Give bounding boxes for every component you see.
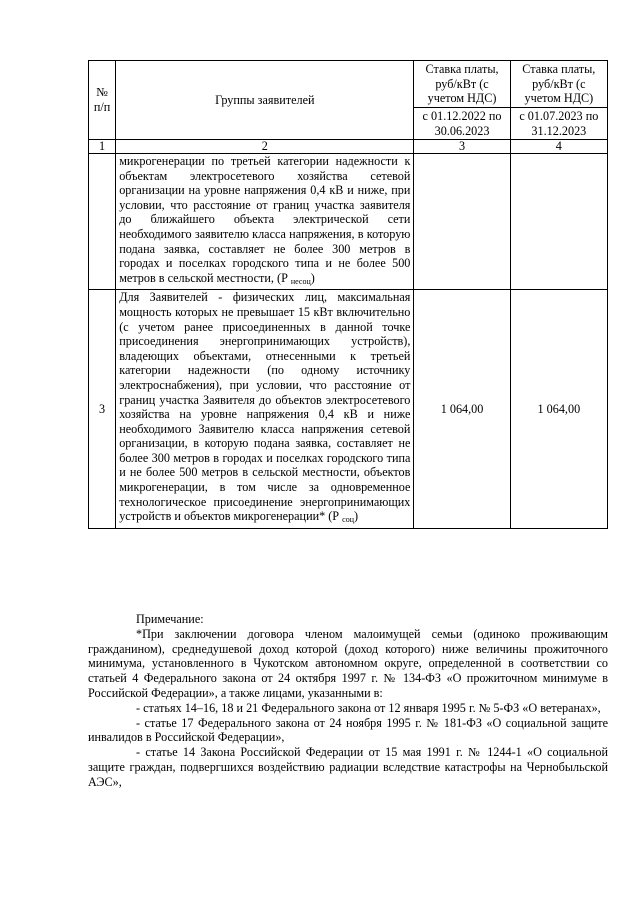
- header-rate1-title: Ставка платы, руб/кВт (с учетом НДС): [414, 61, 510, 108]
- header-rate1-period: с 01.12.2022 по 30.06.2023: [414, 108, 510, 140]
- column-numbers-row: [89, 140, 608, 154]
- continuation-subscript: несоц: [290, 276, 311, 286]
- continuation-tail: ): [310, 270, 315, 285]
- row-rate2-empty: [510, 154, 607, 290]
- row3-text: Для Заявителей - физических лиц, максимальная мощность которых не превышает 15 кВт включительно (с учетом ранее присоединенных в данной точке присоединения энергопринимающих устройств), владеющих объектами, отнесенными к третьей категории надежности (по одному источнику электроснабжения), при условии, что расстояние от границ участка Заявителя до объектов электросетевого хозяйства на уровне напряжения 0,4 кВ и ниже необходимого Заявителю класса напряжения сетевой организации, в которую подана заявка, составляет не более 300 метров в городах и поселках городского типа и не более 500 метров в сельской местности, объектов микрогенерации, в том числе за одновременное технологическое присоединение энергопринимающих устройств и объектов микрогенерации* (Р: [119, 290, 411, 524]
- note-paragraph: *При заключении договора членом малоимущей семьи (одиноко проживающим гражданином), среднедушевой доход которой (доход которого) ниже величины прожиточного минимума, установленного в Чукотском автономном округе, определенной в соответствии со статьей 4 Федерального закона от 24 октября 1997 г. № 134-ФЗ «О прожиточном минимуме в Российской Федерации», а также лицами, указанными в:: [88, 626, 608, 700]
- row-num: 3: [89, 290, 116, 529]
- row3-subscript: соц: [342, 515, 354, 525]
- column-number: 3: [414, 140, 510, 154]
- row-rate2: 1 064,00: [510, 290, 607, 529]
- column-number: 4: [510, 140, 607, 154]
- row3-tail: ): [353, 509, 359, 524]
- row-continuation-text: [116, 154, 414, 290]
- header-rate2-period: с 01.07.2023 по 31.12.2023: [510, 108, 607, 140]
- row-group-text: [116, 290, 414, 529]
- continuation-text: микрогенерации по третьей категории надежности к объектам электросетевого хозяйства сетевой организации на уровне напряжения 0,4 кВ и ниже, при условии, что расстояние от границ участка заявителя до ближайшего объекта электрической сети необходимого заявителю класса напряжения, в которую подана заявка, составляет не более 300 метров в городах и поселках городского типа и не более 500 метров в сельской местности, (Р: [119, 154, 411, 285]
- header-group: Группы заявителей: [116, 61, 414, 140]
- note-paragraph: - статье 17 Федерального закона от 24 ноября 1995 г. № 181-ФЗ «О социальной защите инвалидов в Российской Федерации»,: [88, 715, 608, 745]
- header-rate2-title: Ставка платы, руб/кВт (с учетом НДС): [510, 61, 607, 108]
- column-number: 2: [116, 140, 414, 154]
- notes-title: Примечание:: [136, 612, 204, 626]
- tariff-table: [88, 60, 608, 529]
- table-row: [89, 290, 608, 529]
- header-num: № п/п: [89, 61, 116, 140]
- column-number: 1: [89, 140, 116, 154]
- note-paragraph: - статье 14 Закона Российской Федерации от 15 мая 1991 г. № 1244-1 «О социальной защите граждан, подвергшихся воздействию радиации вследствие катастрофы на Чернобыльской АЭС»,: [88, 745, 608, 789]
- header-row: [89, 61, 608, 108]
- table-row: [89, 154, 608, 290]
- row-num-empty: [89, 154, 116, 290]
- notes-section: [88, 612, 608, 790]
- row-rate1: 1 064,00: [414, 290, 510, 529]
- note-paragraph: - статьях 14–16, 18 и 21 Федерального закона от 12 января 1995 г. № 5-ФЗ «О ветеранах»,: [136, 700, 601, 715]
- row-rate1-empty: [414, 154, 510, 290]
